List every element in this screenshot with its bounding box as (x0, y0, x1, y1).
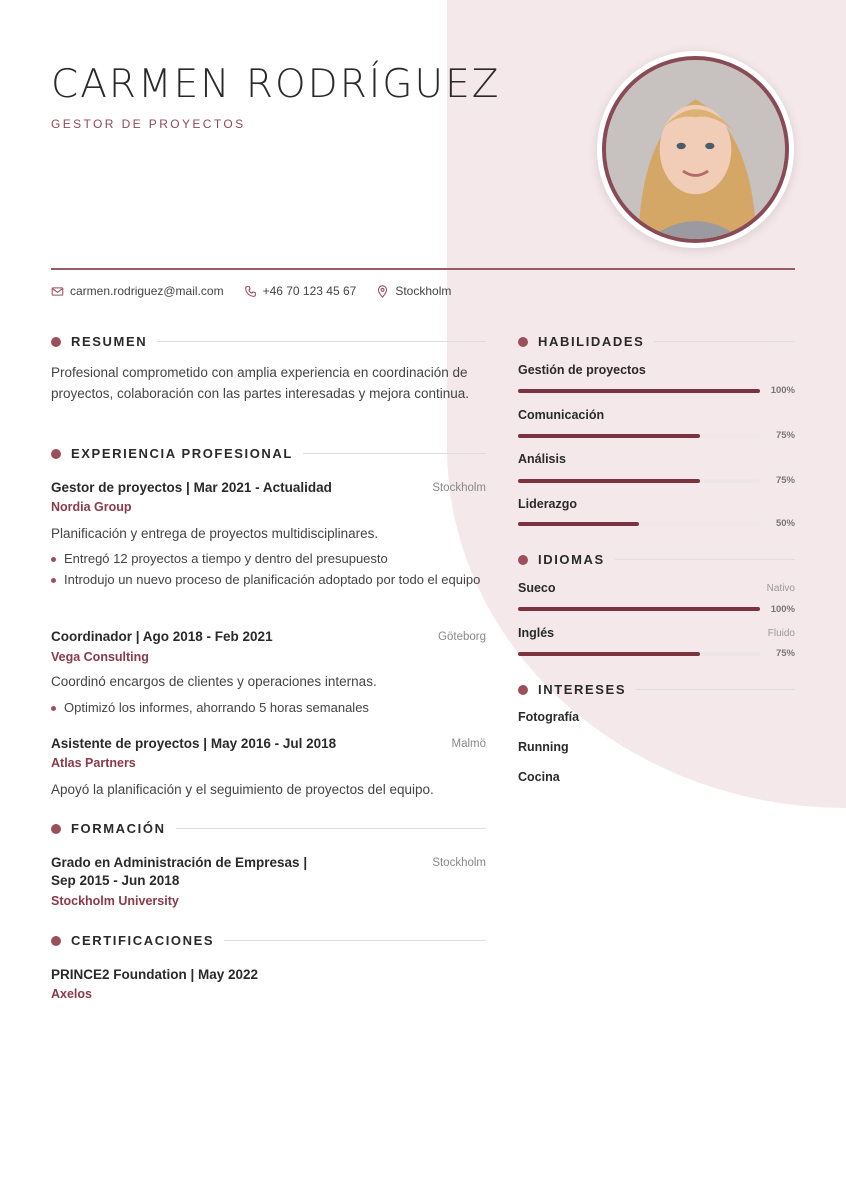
section-bullet (518, 685, 528, 695)
skill-bar-fill (518, 434, 700, 438)
section-bullet (518, 555, 528, 565)
section-divider (636, 689, 795, 690)
job-location: Stockholm (432, 482, 486, 494)
contact-email[interactable] (51, 284, 224, 298)
section-divider (157, 341, 486, 342)
skill-name: Gestión de proyectos (518, 363, 646, 377)
section-experience (51, 446, 486, 461)
language-bar-fill (518, 652, 700, 656)
candidate-role: GESTOR DE PROYECTOS (51, 117, 246, 131)
section-divider (615, 559, 795, 560)
section-divider (303, 453, 486, 454)
section-skills-title: HABILIDADES (538, 334, 645, 349)
skill-percent: 50% (775, 518, 795, 529)
language-name: Inglés (518, 626, 555, 640)
job-title: Coordinador | Ago 2018 - Feb 2021 (51, 629, 273, 644)
list-item: Introdujo un nuevo proceso de planificación adoptado por todo el equipo (51, 570, 486, 591)
certification-issuer: Axelos (51, 987, 92, 1001)
section-skills (518, 334, 795, 349)
section-education (51, 821, 486, 836)
job-location: Göteborg (438, 631, 486, 643)
list-item: Optimizó los informes, ahorrando 5 horas semanales (51, 698, 486, 719)
contact-phone[interactable] (244, 284, 357, 298)
section-bullet (51, 936, 61, 946)
skill-name: Comunicación (518, 408, 605, 422)
interest-item: Fotografía (518, 710, 580, 724)
header-divider (51, 268, 795, 270)
job-achievements (51, 698, 486, 719)
portrait-illustration (606, 60, 785, 239)
degree-location: Stockholm (432, 857, 486, 869)
section-divider (176, 828, 486, 829)
section-divider (224, 940, 486, 941)
section-languages (518, 552, 795, 567)
language-item (518, 581, 795, 615)
skill-item (518, 497, 795, 529)
skill-name: Análisis (518, 452, 566, 466)
degree-title (51, 854, 307, 890)
language-bar (518, 607, 760, 611)
language-name: Sueco (518, 581, 556, 595)
profile-photo (602, 56, 789, 243)
language-bar-fill (518, 607, 760, 611)
section-summary (51, 334, 486, 349)
language-item (518, 626, 795, 659)
skill-bar (518, 389, 760, 393)
certification-title: PRINCE2 Foundation | May 2022 (51, 967, 259, 982)
section-divider (654, 341, 795, 342)
interest-item: Cocina (518, 770, 560, 784)
job-company: Atlas Partners (51, 756, 136, 770)
contact-email-text: carmen.rodriguez@mail.com (70, 284, 224, 298)
skill-bar-fill (518, 389, 760, 393)
profile-photo-frame (597, 51, 794, 248)
contact-phone-text: +46 70 123 45 67 (262, 284, 357, 298)
section-languages-title: IDIOMAS (538, 552, 605, 567)
job-location: Malmö (451, 738, 486, 750)
skill-bar-fill (518, 479, 700, 483)
section-bullet (51, 337, 61, 347)
job-company: Vega Consulting (51, 650, 149, 664)
section-certifications-title: CERTIFICACIONES (71, 933, 215, 948)
contact-location-text: Stockholm (395, 284, 452, 298)
job-title: Gestor de proyectos | Mar 2021 - Actualidad (51, 480, 332, 495)
degree-institution: Stockholm University (51, 894, 179, 908)
section-bullet (51, 449, 61, 459)
contact-bar (51, 284, 451, 298)
section-certifications (51, 933, 486, 948)
candidate-name: CARMEN RODRÍGUEZ (51, 62, 501, 107)
language-bar (518, 652, 760, 656)
language-level: Nativo (766, 583, 795, 594)
mail-icon (51, 285, 64, 298)
job-company: Nordia Group (51, 500, 132, 514)
skill-name: Liderazgo (518, 497, 578, 511)
list-item: Entregó 12 proyectos a tiempo y dentro del presupuesto (51, 549, 486, 570)
section-interests (518, 682, 795, 697)
section-experience-title: EXPERIENCIA PROFESIONAL (71, 446, 293, 461)
skill-item (518, 363, 795, 396)
job-achievements (51, 549, 486, 590)
language-percent: 75% (775, 648, 795, 659)
job-description: Planificación y entrega de proyectos multidisciplinares. (51, 526, 379, 541)
job-title: Asistente de proyectos | May 2016 - Jul 2018 (51, 736, 337, 751)
section-bullet (518, 337, 528, 347)
skill-bar-fill (518, 522, 639, 526)
degree-title-line1: Grado en Administración de Empresas | (51, 855, 308, 870)
skill-percent: 75% (775, 430, 795, 441)
language-percent: 100% (770, 604, 795, 615)
skill-bar (518, 479, 760, 483)
summary-text: Profesional comprometido con amplia experiencia en coordinación de proyectos, colaboración con las partes interesadas y mejora continua. (51, 365, 469, 401)
pin-icon (376, 285, 389, 298)
section-interests-title: INTERESES (538, 682, 627, 697)
job-description: Apoyó la planificación y el seguimiento de proyectos del equipo. (51, 782, 434, 797)
section-bullet (51, 824, 61, 834)
section-education-title: FORMACIÓN (71, 821, 166, 836)
interest-item: Running (518, 740, 569, 754)
section-summary-title: RESUMEN (71, 334, 148, 349)
degree-title-line2: Sep 2015 - Jun 2018 (51, 873, 180, 888)
language-level: Fluido (767, 628, 795, 639)
skill-item (518, 452, 795, 486)
skill-bar (518, 434, 760, 438)
phone-icon (244, 285, 257, 298)
skill-bar (518, 522, 760, 526)
skill-item (518, 408, 795, 441)
skill-percent: 75% (775, 475, 795, 486)
job-description: Coordinó encargos de clientes y operaciones internas. (51, 674, 377, 689)
contact-location (376, 284, 451, 298)
skill-percent: 100% (770, 385, 795, 396)
